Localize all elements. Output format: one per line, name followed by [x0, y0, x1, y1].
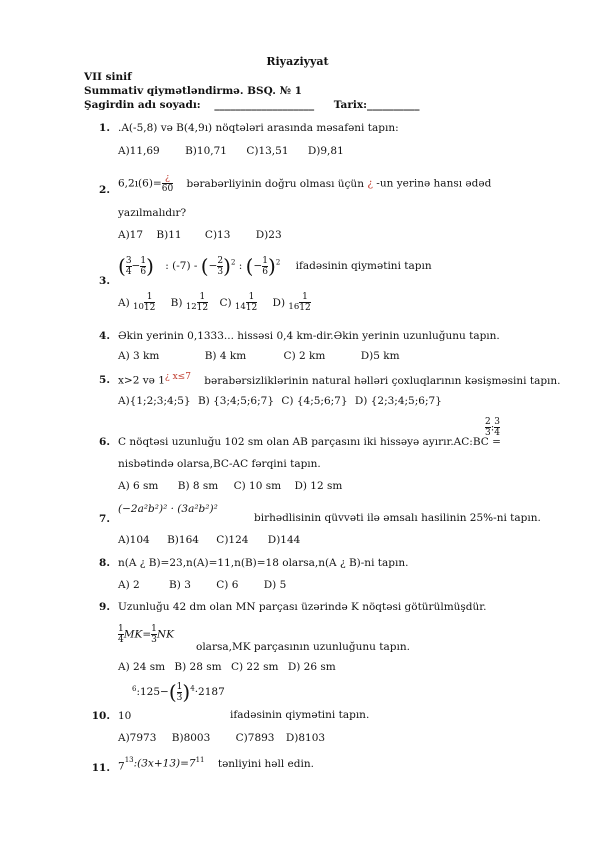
option-a[interactable]: A)11,69: [118, 145, 160, 157]
fraction-numerator: 1: [199, 292, 206, 302]
fraction-denominator: 12: [143, 303, 156, 313]
option-b[interactable]: B)11: [156, 229, 182, 241]
inequality-left: x>2 və 1: [118, 374, 165, 387]
date-label: Tarix:: [333, 99, 368, 111]
unknown-marker: ¿: [367, 177, 373, 190]
option-d[interactable]: D) {2;3;4;5;6;7}: [354, 395, 442, 407]
answer-options: [118, 395, 442, 407]
page-title: Riyaziyyat: [266, 55, 329, 68]
answer-options: [118, 480, 342, 492]
question-text-body: -un yerinə hansı ədəd: [376, 177, 492, 190]
fraction-numerator: 1: [140, 255, 147, 266]
fraction: [162, 173, 173, 194]
question-text: C nöqtəsi uzunluğu 102 sm olan AB parçasını iki hissəyə ayırır.AC:BC =: [118, 436, 501, 448]
option-label: C): [219, 296, 232, 309]
question-number: 8.: [99, 557, 110, 569]
option-c[interactable]: C) 2 km: [283, 350, 326, 362]
option-c[interactable]: C) 10 sm: [233, 480, 282, 492]
question-number: 10.: [91, 710, 110, 722]
option-a[interactable]: A)17: [118, 229, 144, 241]
fraction-numerator: 1: [146, 292, 153, 302]
fraction-denominator: 3: [176, 692, 183, 703]
fraction-numerator: 3: [125, 255, 132, 266]
fraction-numerator: 1: [151, 624, 157, 634]
math-expression: ( $\frac{3}{4}$ − $\frac{1}{6}$ ) : (-7) - (− $\frac{2}{3}$ )$^2$ : (− $\frac{1}{6}$ )$^2$ ifadəsinin qiymətini tapın: [118, 254, 432, 278]
option-d[interactable]: D)9,81: [307, 145, 344, 157]
expression-part: ·2187: [194, 686, 225, 698]
option-c[interactable]: [219, 292, 258, 313]
answer-options: [118, 145, 344, 157]
math-expression: $^6$:125−( $\frac{1}{3}$ )$^4$·2187: [132, 680, 225, 704]
fraction-denominator: 4: [125, 266, 132, 277]
expression-part: :125−: [136, 686, 169, 698]
fraction-numerator: ¿: [165, 173, 170, 183]
fraction-numerator: 2: [485, 417, 491, 427]
option-c[interactable]: C)13: [204, 229, 231, 241]
fraction-numerator: 1: [248, 292, 255, 302]
option-c[interactable]: C) 6: [216, 579, 239, 591]
question-number: 7.: [99, 513, 110, 525]
fraction-numerator: 1: [302, 292, 308, 302]
exponent: 2: [275, 258, 281, 267]
exponent: 4: [190, 684, 195, 693]
ratio-expression: [485, 417, 500, 438]
option-label: A): [118, 296, 130, 309]
expression-operator: : (-7) -: [165, 260, 198, 272]
question-text: [118, 173, 491, 194]
equation: [118, 756, 314, 773]
option-d[interactable]: D)8103: [285, 732, 326, 744]
option-d[interactable]: D)5 km: [360, 350, 400, 362]
option-a[interactable]: A)7973: [118, 732, 157, 744]
equation-body: :(3x+13)=7: [133, 757, 196, 770]
mixed-whole: 12: [185, 301, 197, 312]
option-b[interactable]: B)8003: [171, 732, 211, 744]
fraction-denominator: 4: [494, 428, 501, 438]
option-a[interactable]: A) 24 sm: [118, 661, 166, 673]
option-b[interactable]: B) 8 sm: [177, 480, 219, 492]
option-b[interactable]: B)164: [167, 534, 199, 546]
fraction-numerator: 3: [494, 417, 501, 427]
option-a[interactable]: A) 3 km: [118, 350, 160, 362]
fraction-denominator: 3: [485, 428, 491, 438]
question-text-continued: yazılmalıdır?: [118, 207, 187, 219]
question-number: 1.: [99, 122, 110, 134]
option-a[interactable]: A){1;2;3;4;5}: [118, 395, 191, 407]
option-a[interactable]: [118, 292, 156, 313]
assessment-label: Summativ qiymətləndirmə. BSQ. № 1: [84, 85, 302, 97]
question-text: n(A ¿ B)=23,n(A)=11,n(B)=18 olarsa,n(A ¿ B)-ni tapın.: [118, 557, 409, 569]
question-number: 4.: [99, 330, 110, 342]
option-d[interactable]: D) 26 sm: [287, 661, 336, 673]
question-text-continued: olarsa,MK parçasının uzunluğunu tapın.: [196, 641, 410, 653]
question-number: 11.: [91, 762, 110, 774]
segment-nk: NK: [156, 628, 174, 641]
question-text: .A(-5,8) və B(4,9ı) nöqtələri arasında məsafəni tapın:: [118, 122, 399, 134]
fraction-numerator: 1: [176, 681, 183, 692]
fraction-denominator: 12: [299, 303, 311, 313]
question-text: Əkin yerinin 0,1333... hissəsi 0,4 km-dir.Əkin yerinin uzunluğunu tapın.: [118, 330, 500, 342]
answer-options: [118, 579, 286, 591]
option-label: B): [170, 296, 183, 309]
answer-options: [118, 732, 325, 744]
equation-lhs: 6,2ı(6)=: [118, 177, 162, 190]
question-text: tənliyini həll edin.: [217, 757, 314, 770]
question-number: 9.: [99, 601, 110, 613]
option-b[interactable]: B) 3: [169, 579, 191, 591]
question-number: 3.: [99, 275, 110, 287]
option-d[interactable]: D) 5: [263, 579, 287, 591]
base-number: 7: [118, 760, 125, 773]
base-number: 10: [118, 710, 132, 722]
option-label: D): [272, 296, 286, 309]
question-text-body: bərabərsizliklərinin natural həlləri çoxluqlarının kəsişməsini tapın.: [204, 374, 561, 387]
option-a[interactable]: A) 6 sm: [118, 480, 159, 492]
segment-mk: MK=: [123, 628, 152, 641]
option-b[interactable]: B) {3;4;5;6;7}: [197, 395, 275, 407]
option-c[interactable]: C) 22 sm: [230, 661, 279, 673]
question-text-continued: nisbətində olarsa,BC-AC fərqini tapın.: [118, 458, 321, 470]
answer-options: [118, 229, 282, 241]
answer-options: [118, 350, 400, 362]
fraction-denominator: 3: [151, 635, 157, 645]
option-d[interactable]: D)144: [267, 534, 301, 546]
exponent: 6: [132, 684, 137, 693]
mixed-whole: 14: [234, 301, 246, 312]
student-label: Şagirdin adı soyadı:: [84, 99, 201, 111]
question-number: 5.: [99, 374, 110, 386]
answer-options: [118, 661, 336, 673]
question-text: [118, 372, 561, 387]
question-text: birhədlisinin qüvvəti ilə əmsalı hasilinin 25%-ni tapın.: [254, 512, 541, 524]
option-b[interactable]: B) 4 km: [204, 350, 247, 362]
exponent: 13: [124, 756, 134, 764]
option-d[interactable]: D) 12 sm: [294, 480, 343, 492]
exponent: 11: [195, 756, 205, 764]
option-d[interactable]: [272, 292, 311, 313]
division-sign: :: [238, 260, 243, 272]
option-b[interactable]: B) 28 sm: [174, 661, 222, 673]
option-a[interactable]: A)104: [118, 534, 150, 546]
option-b[interactable]: [170, 292, 209, 313]
mixed-whole: 16: [288, 301, 300, 312]
question-text: ifadəsinin qiymətini tapın: [295, 260, 432, 272]
option-d[interactable]: D)23: [255, 229, 282, 241]
question-number: 6.: [99, 436, 110, 448]
exponent: 2: [230, 258, 236, 267]
student-line: [84, 99, 420, 111]
date-field[interactable]: __________: [367, 99, 420, 111]
minus-sign: −: [208, 260, 218, 272]
fraction-denominator: 6: [140, 266, 147, 277]
ratio-sign: :: [490, 421, 495, 434]
question-text-body: bərabərliyinin doğru olması üçün: [186, 177, 364, 190]
fraction-numerator: 2: [217, 255, 224, 266]
mixed-whole: 10: [133, 301, 144, 312]
fraction-denominator: 3: [217, 266, 224, 277]
inequality-right: ¿ x≤7: [164, 372, 191, 382]
answer-options: [118, 292, 311, 313]
option-c[interactable]: C)13,51: [246, 145, 289, 157]
minus-sign: −: [253, 260, 263, 272]
question-text: Uzunluğu 42 dm olan MN parçası üzərində K nöqtəsi götürülmüşdür.: [118, 601, 487, 613]
fraction-numerator: 1: [118, 624, 124, 634]
question-number: 2.: [99, 184, 110, 196]
monomial-expression: (−2a²b²)² · (3a²b²)²: [118, 503, 218, 515]
option-b[interactable]: B)10,71: [185, 145, 227, 157]
grade-label: VII sinif: [84, 71, 132, 83]
option-a[interactable]: A) 2: [118, 579, 140, 591]
option-c[interactable]: C) {4;5;6;7}: [281, 395, 348, 407]
question-text: ifadəsinin qiymətini tapın.: [230, 709, 370, 721]
fraction-denominator: 4: [118, 635, 124, 645]
fraction-denominator: 60: [161, 184, 174, 194]
fraction-denominator: 12: [196, 303, 209, 313]
student-name-field[interactable]: ___________________: [214, 99, 315, 111]
option-c[interactable]: C)124: [216, 534, 249, 546]
fraction-denominator: 12: [245, 303, 258, 313]
fraction-numerator: 1: [262, 255, 269, 266]
fraction-denominator: 6: [262, 266, 269, 277]
math-expression: [118, 624, 174, 645]
option-c[interactable]: C)7893: [235, 732, 275, 744]
answer-options: [118, 534, 300, 546]
